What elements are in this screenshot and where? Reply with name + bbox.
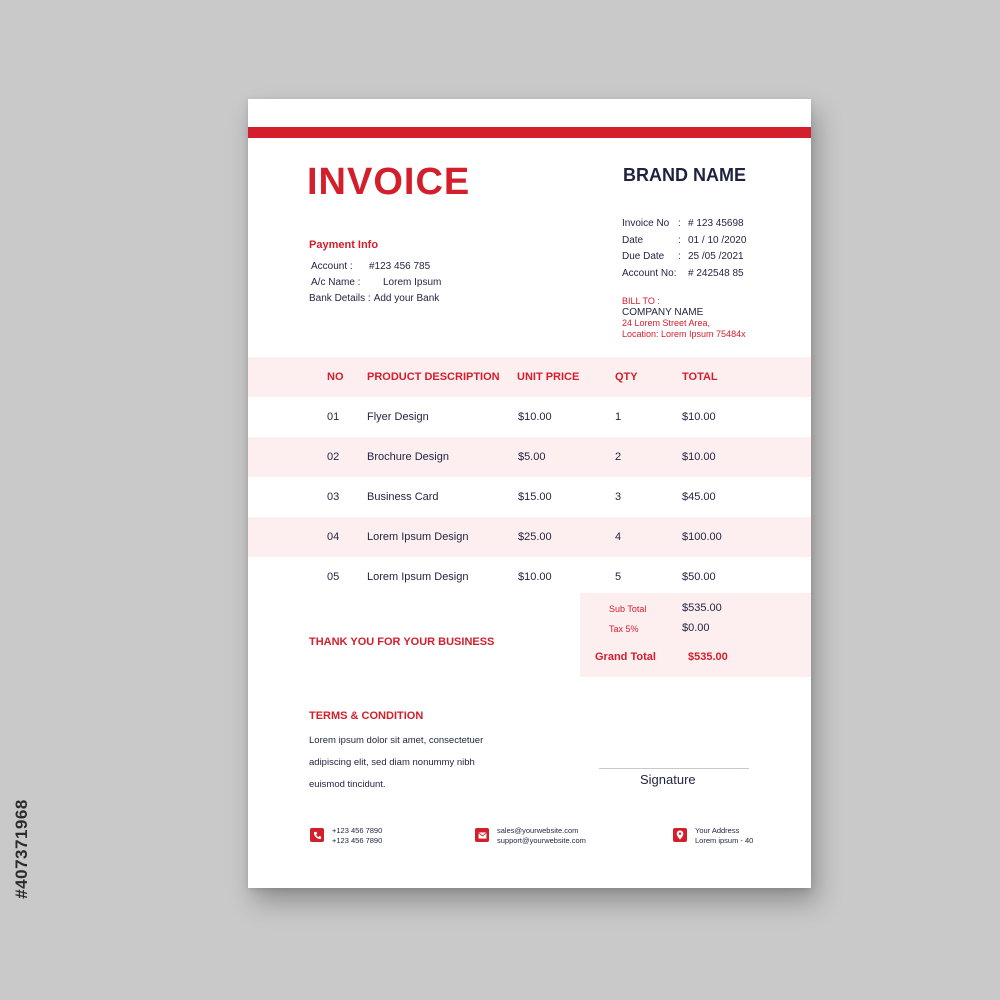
address-line-1: Your Address (695, 826, 740, 835)
meta-due-date: Due Date : 25 /05 /2021 (622, 251, 744, 262)
bill-to-address-2: Location: Lorem Ipsum 75484x (622, 329, 746, 339)
invoice-title: INVOICE (307, 161, 471, 203)
meta-date: Date : 01 / 10 /2020 (622, 234, 747, 246)
totals-box (580, 593, 811, 677)
header-unit-price: UNIT PRICE (517, 371, 580, 383)
table-row: 02 Brochure Design $5.00 2 $10.00 (248, 437, 811, 477)
meta-account-no: Account No: # 242548 85 (622, 267, 744, 279)
table-row: 01 Flyer Design $10.00 1 $10.00 (327, 411, 716, 423)
table-row: 03 Business Card $15.00 3 $45.00 (327, 491, 716, 503)
phone-line-2: +123 456 7890 (332, 836, 383, 845)
payment-bank-details: Bank Details : Add your Bank (309, 293, 440, 304)
table-row: 05 Lorem Ipsum Design $10.00 5 $50.00 (327, 571, 716, 583)
subtotal-label: Sub Total (609, 604, 647, 614)
email-line-1: sales@yourwebsite.com (497, 826, 579, 835)
phone-icon (310, 828, 324, 842)
email-line-2: support@yourwebsite.com (497, 836, 586, 845)
bill-to-label: BILL TO : (622, 296, 660, 306)
tax-label: Tax 5% (609, 624, 639, 634)
grand-total-value: $535.00 (688, 651, 728, 663)
header-no: NO (327, 371, 344, 383)
terms-text: Lorem ipsum dolor sit amet, consectetuer adipiscing elit, sed diam nonummy nibh euismod tincidunt. (309, 735, 484, 790)
invoice-page (248, 99, 811, 888)
stock-id-label: #407371968 (12, 799, 32, 899)
signature-label: Signature (640, 772, 696, 787)
table-header (248, 357, 811, 397)
thank-you-note: THANK YOU FOR YOUR BUSINESS (309, 636, 495, 648)
mail-icon (475, 828, 489, 842)
signature-line (599, 768, 749, 769)
header-qty: QTY (615, 371, 638, 383)
address-line-2: Lorem ipsum - 40 (695, 836, 754, 845)
meta-invoice-no: Invoice No : # 123 45698 (622, 218, 744, 229)
header-total: TOTAL (682, 371, 718, 383)
line-items-table (248, 357, 811, 597)
bill-to (622, 296, 746, 340)
brand-name: BRAND NAME (623, 165, 746, 185)
terms-title: TERMS & CONDITION (309, 710, 424, 722)
invoice-meta (622, 216, 746, 282)
payment-account: Account : #123 456 785 (311, 261, 431, 272)
contact-address (673, 826, 753, 846)
payment-info (309, 239, 441, 307)
subtotal-value: $535.00 (682, 602, 722, 614)
top-accent-bar (248, 127, 811, 138)
contact-email (475, 826, 586, 846)
bill-to-company: COMPANY NAME (622, 307, 704, 318)
tax-value: $0.00 (682, 622, 710, 634)
contact-phone (310, 826, 382, 846)
phone-line-1: +123 456 7890 (332, 826, 383, 835)
table-row: 04 Lorem Ipsum Design $25.00 4 $100.00 (248, 517, 811, 557)
grand-total-label: Grand Total (595, 651, 656, 663)
header-description: PRODUCT DESCRIPTION (367, 371, 500, 383)
payment-ac-name: A/c Name : Lorem Ipsum (311, 277, 442, 288)
location-pin-icon (673, 828, 687, 842)
payment-info-title: Payment Info (309, 239, 379, 251)
bill-to-address-1: 24 Lorem Street Area, (622, 318, 711, 328)
